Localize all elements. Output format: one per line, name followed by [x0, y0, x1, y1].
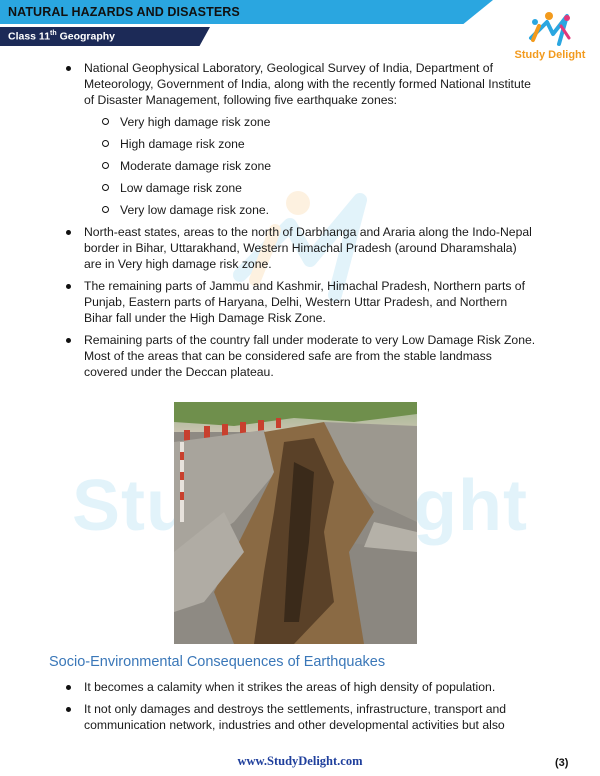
zone-list	[84, 114, 536, 218]
logo-text: Study Delight	[514, 49, 586, 61]
class-label	[8, 30, 115, 43]
zone-item: High damage risk zone	[102, 136, 536, 152]
zone-item: Very low damage risk zone.	[102, 202, 536, 218]
section-heading: Socio-Environmental Consequences of Earthquakes	[49, 654, 386, 670]
zone-item: Very high damage risk zone	[102, 114, 536, 130]
zone-item: Low damage risk zone	[102, 180, 536, 196]
page-number: (3)	[555, 757, 569, 769]
footer-website-link[interactable]: www.StudyDelight.com	[237, 754, 363, 768]
list-item: North-east states, areas to the north of Darbhanga and Araria along the Indo-Nepal border in Bihar, Uttarakhand, Western Himachal Pradesh (around Dharamshala) are in Very high damage risk zone.	[66, 224, 536, 272]
bullet-text: National Geophysical Laboratory, Geological Survey of India, Department of Meteorology, Government of India, along with the recently formed National Institute of Disaster Management, following five earthquake zones:	[84, 61, 531, 107]
class-suffix: th	[50, 30, 57, 37]
subject-label: Geography	[56, 30, 116, 43]
earthquake-road-photo	[174, 402, 417, 644]
list-item: It becomes a calamity when it strikes the areas of high density of population.	[66, 679, 536, 695]
list-item: Remaining parts of the country fall under moderate to very Low Damage Risk Zone. Most of the areas that can be considered safe are from the stable landmass covered under the Deccan plateau.	[66, 332, 536, 380]
main-bullet-list	[66, 60, 536, 386]
zone-item: Moderate damage risk zone	[102, 158, 536, 174]
list-item: It not only damages and destroys the settlements, infrastructure, transport and communication network, industries and other developmental activities but also	[66, 701, 536, 733]
list-item	[66, 60, 536, 218]
consequences-list	[66, 679, 536, 739]
chapter-title: NATURAL HAZARDS AND DISASTERS	[8, 5, 240, 19]
list-item: The remaining parts of Jammu and Kashmir, Himachal Pradesh, Northern parts of Punjab, Eastern parts of Haryana, Delhi, Western Uttar Pradesh, and Northern Bihar fall under the High Damage Risk Zone.	[66, 278, 536, 326]
class-number: Class 11	[8, 30, 51, 43]
